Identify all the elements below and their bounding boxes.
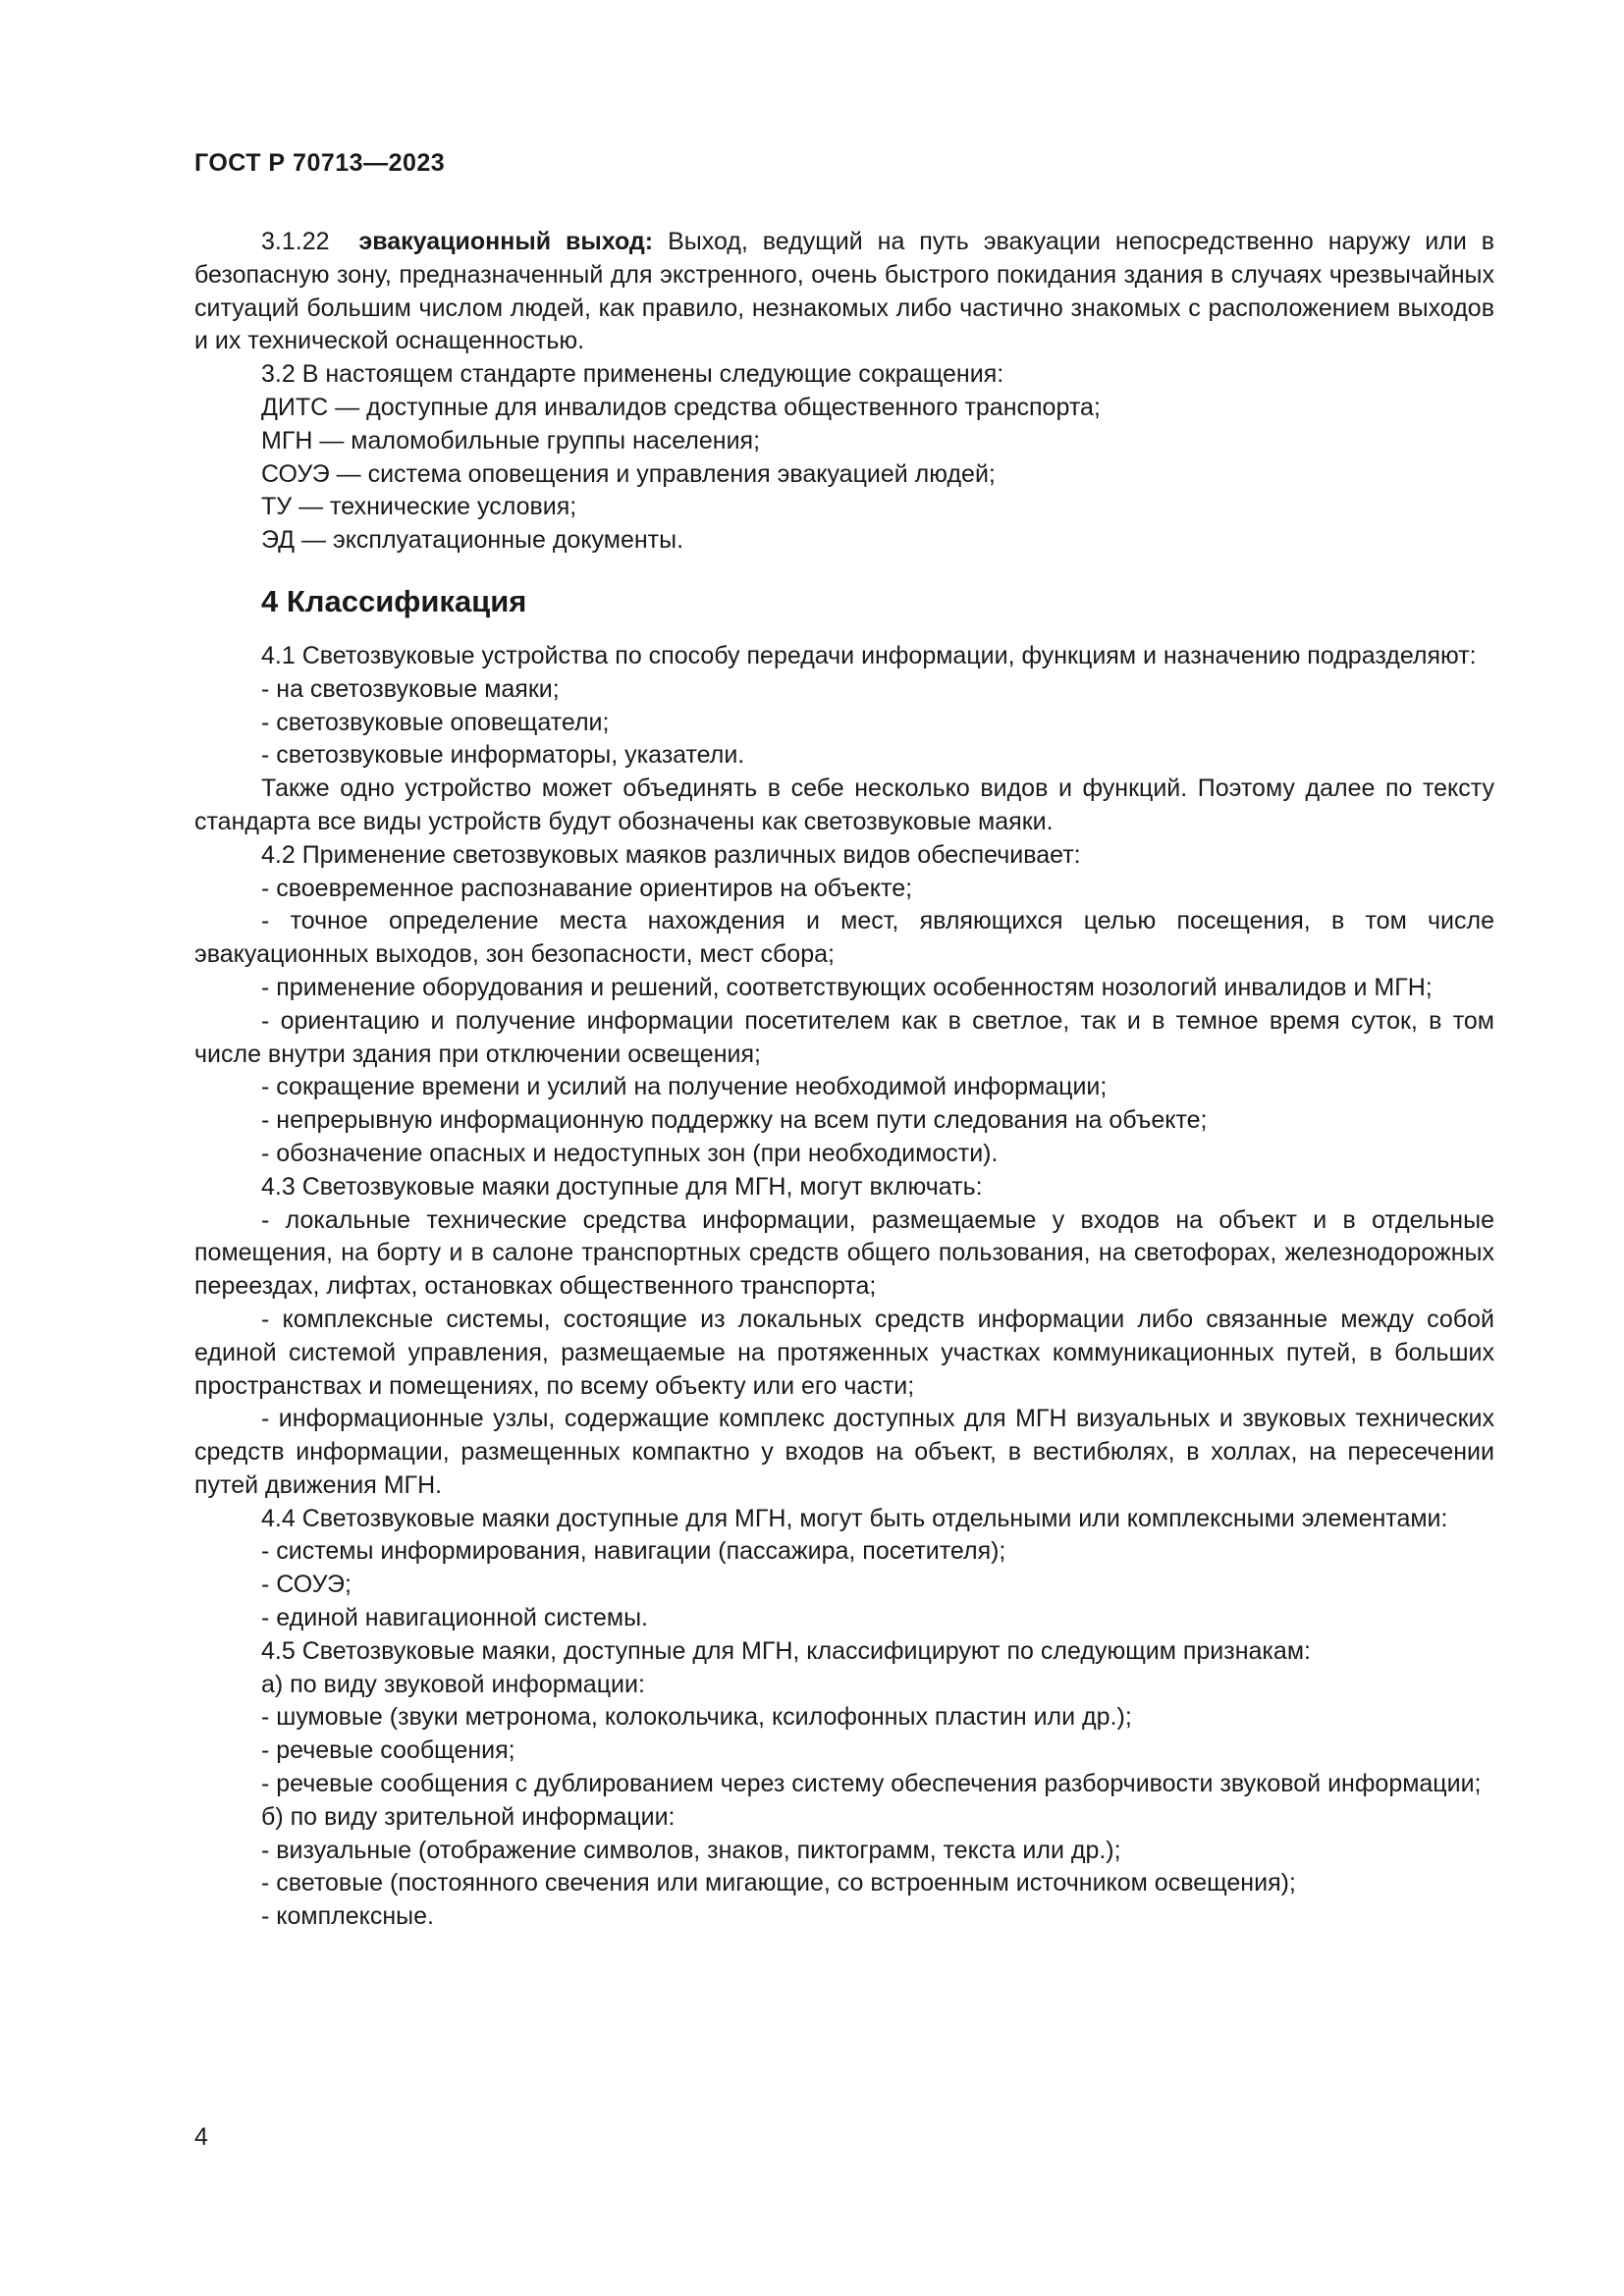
list-item: - на светозвуковые маяки; — [261, 674, 560, 703]
paragraph-4-4: 4.4 Светозвуковые маяки доступные для МГН, могут быть отдельными или комплексными элементами: — [261, 1504, 1448, 1532]
abbreviation-item: СОУЭ — система оповещения и управления эвакуацией людей; — [261, 459, 996, 488]
page-header-doc-id: ГОСТ Р 70713—2023 — [194, 149, 446, 177]
paragraph-4-5: 4.5 Светозвуковые маяки, доступные для МГН, классифицируют по следующим признакам: — [261, 1636, 1311, 1665]
list-item: - обозначение опасных и недоступных зон (при необходимости). — [261, 1139, 999, 1167]
list-item: - визуальные (отображение символов, знаков, пиктограмм, текста или др.); — [261, 1836, 1121, 1864]
definition-term: эвакуационный выход: — [358, 228, 654, 255]
subitem-4-5-b: б) по виду зрительной информации: — [261, 1802, 676, 1831]
list-item: - своевременное распознавание ориентиров на объекте; — [261, 874, 913, 902]
list-item: - светозвуковые информаторы, указатели. — [261, 741, 745, 770]
subitem-4-5-a: а) по виду звуковой информации: — [261, 1670, 645, 1698]
list-item: - системы информирования, навигации (пассажира, посетителя); — [261, 1537, 1006, 1566]
abbreviation-item: ТУ — технические условия; — [261, 493, 577, 521]
list-item: - комплексные. — [261, 1902, 434, 1931]
list-item: - комплексные системы, состоящие из локальных средств информации либо связанные между собой единой системой управления, размещаемые на протяженных участках коммуникационных путей, в больших пространствах и помещениях, по всему объекту или его части; — [194, 1305, 1494, 1400]
list-item: - СОУЭ; — [261, 1571, 352, 1599]
list-item: - речевые сообщения; — [261, 1736, 515, 1765]
list-item: - точное определение места нахождения и мест, являющихся целью посещения, в том числе эвакуационных выходов, зон безопасности, мест сбора; — [194, 907, 1494, 969]
list-item: - шумовые (звуки метронома, колокольчика, ксилофонных пластин или др.); — [261, 1703, 1132, 1732]
paragraph-3-2: 3.2 В настоящем стандарте применены следующие сокращения: — [261, 360, 1004, 389]
definition-number: 3.1.22 — [261, 228, 330, 255]
list-item: - ориентацию и получение информации посетителем как в светлое, так и в темное время суток, в том числе внутри здания при отключении освещения; — [194, 1006, 1494, 1068]
list-item: - применение оборудования и решений, соответствующих особенностям нозологий инвалидов и МГН; — [261, 973, 1433, 1001]
document-body — [194, 226, 1494, 1934]
section-heading-4: 4 Классификация — [261, 583, 527, 618]
list-item: - световые (постоянного свечения или мигающие, со встроенным источником освещения); — [261, 1869, 1296, 1897]
list-item: - сокращение времени и усилий на получение необходимой информации; — [261, 1073, 1108, 1101]
list-item: - локальные технические средства информации, размещаемые у входов на объект и в отдельные помещения, на борту и в салоне транспортных средств общего пользования, на светофорах, железнодорожных переездах, лифтах, остановках общественного транспорта; — [194, 1205, 1494, 1301]
list-item: - информационные узлы, содержащие комплекс доступных для МГН визуальных и звуковых технических средств информации, размещенных компактно у входов на объект, в вестибюлях, в холлах, на пересечении путей движения МГН. — [194, 1405, 1494, 1499]
abbreviation-item: ДИТС — доступные для инвалидов средства общественного транспорта; — [261, 393, 1101, 421]
paragraph-4-1: 4.1 Светозвуковые устройства по способу передачи информации, функциям и назначению подразделяют: — [261, 641, 1477, 669]
paragraph-4-2: 4.2 Применение светозвуковых маяков различных видов обеспечивает: — [261, 840, 1081, 869]
list-item: - светозвуковые оповещатели; — [261, 708, 610, 736]
abbreviation-item: МГН — маломобильные группы населения; — [261, 426, 761, 454]
paragraph-4-1-note: Также одно устройство может объединять в себе несколько видов и функций. Поэтому далее по тексту стандарта все виды устройств будут обозначены как светозвуковые маяки. — [194, 774, 1494, 835]
page-number: 4 — [194, 2123, 208, 2151]
definition-text: Выход, ведущий на путь эвакуации непосредственно наружу или в безопасную зону, предназначенный для экстренного, очень быстрого покидания здания в случаях чрезвычайных ситуаций большим числом людей, как правило, незнакомых либо частично знакомых с расположением выходов и их технической оснащенностью. — [194, 228, 1494, 355]
definition-3-1-22 — [194, 226, 1494, 358]
list-item: - речевые сообщения с дублированием через систему обеспечения разборчивости звуковой информации; — [261, 1770, 1482, 1798]
list-item: - непрерывную информационную поддержку на всем пути следования на объекте; — [261, 1106, 1208, 1135]
list-item: - единой навигационной системы. — [261, 1604, 648, 1632]
abbreviation-item: ЭД — эксплуатационные документы. — [261, 526, 684, 555]
paragraph-4-3: 4.3 Светозвуковые маяки доступные для МГН, могут включать: — [261, 1172, 983, 1201]
